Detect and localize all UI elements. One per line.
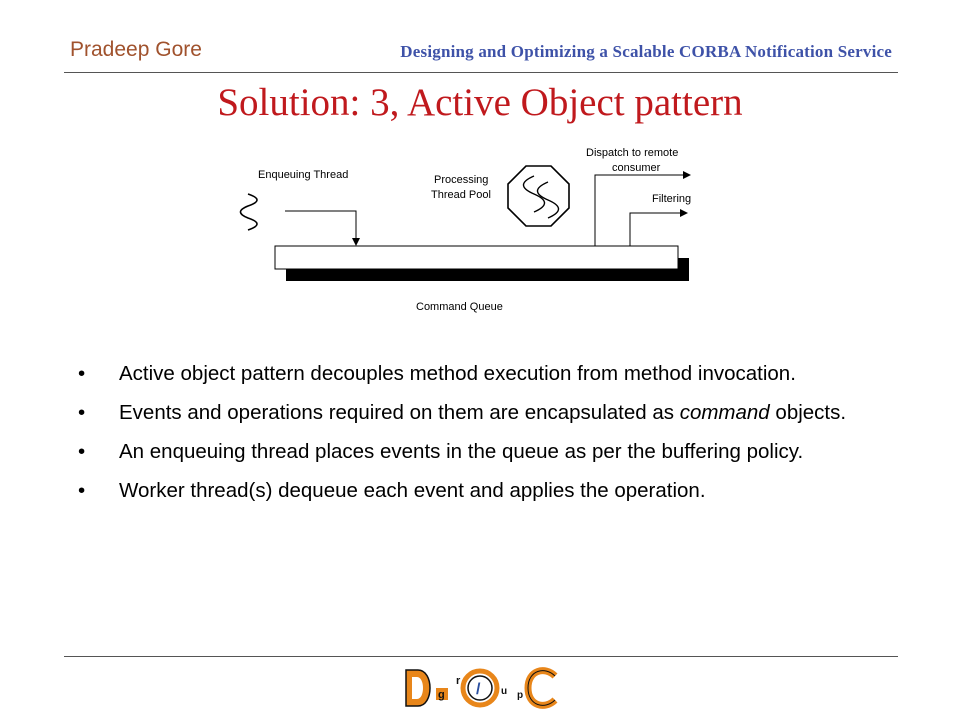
bullet-text: Worker thread(s) dequeue each event and applies the operation. [119,479,706,502]
bullet-text-part: Events and operations required on them are encapsulated as [119,401,680,424]
bullet-item [78,399,878,427]
bullet-text-part: objects. [769,401,847,424]
bullet-emphasis: command [679,401,770,424]
bullet-text: Active object pattern decouples method execution from method invocation. [119,362,796,385]
logo-letter-r: r [456,675,461,687]
bullet-list [78,360,878,516]
dispatch-arrowhead [683,171,691,179]
bullet-marker: • [78,479,86,502]
processing-pool-label-2: Thread Pool [431,189,491,201]
bullet-item [78,477,878,505]
logo-letter-u: u [501,686,508,697]
bullet-marker: • [78,362,86,385]
header-divider [64,72,898,73]
doc-group-logo [400,664,560,712]
bullet-text [119,401,846,424]
bullet-item [78,438,878,466]
author-name: Pradeep Gore [70,38,202,61]
active-object-diagram [230,138,710,318]
bullet-marker: • [78,401,86,424]
logo-d-inner [412,677,423,699]
processing-pool-label-1: Processing [434,174,489,186]
bullet-item [78,360,878,388]
enqueue-arrow [285,211,356,240]
bullet-marker: • [78,440,86,463]
filtering-arrowhead [680,209,688,217]
dispatch-arrow [595,175,685,246]
talk-title: Designing and Optimizing a Scalable CORBA Notification Service [400,42,892,61]
filtering-arrow [630,213,682,246]
footer-divider [64,656,898,657]
enqueuing-thread-label: Enqueuing Thread [258,169,349,181]
enqueuing-thread-icon [241,194,258,230]
dispatch-label-2: consumer [612,162,661,174]
slide-title: Solution: 3, Active Object pattern [217,81,743,124]
command-queue-label: Command Queue [416,301,503,313]
filtering-label: Filtering [652,193,692,205]
logo-letter-slash: / [476,681,481,698]
command-queue-box [275,246,678,269]
logo-letter-p: p [517,690,524,701]
dispatch-label-1: Dispatch to remote [586,147,679,159]
enqueue-arrowhead [352,238,360,246]
logo-letter-g: g [438,689,445,701]
bullet-text: An enqueuing thread places events in the queue as per the buffering policy. [119,440,804,463]
